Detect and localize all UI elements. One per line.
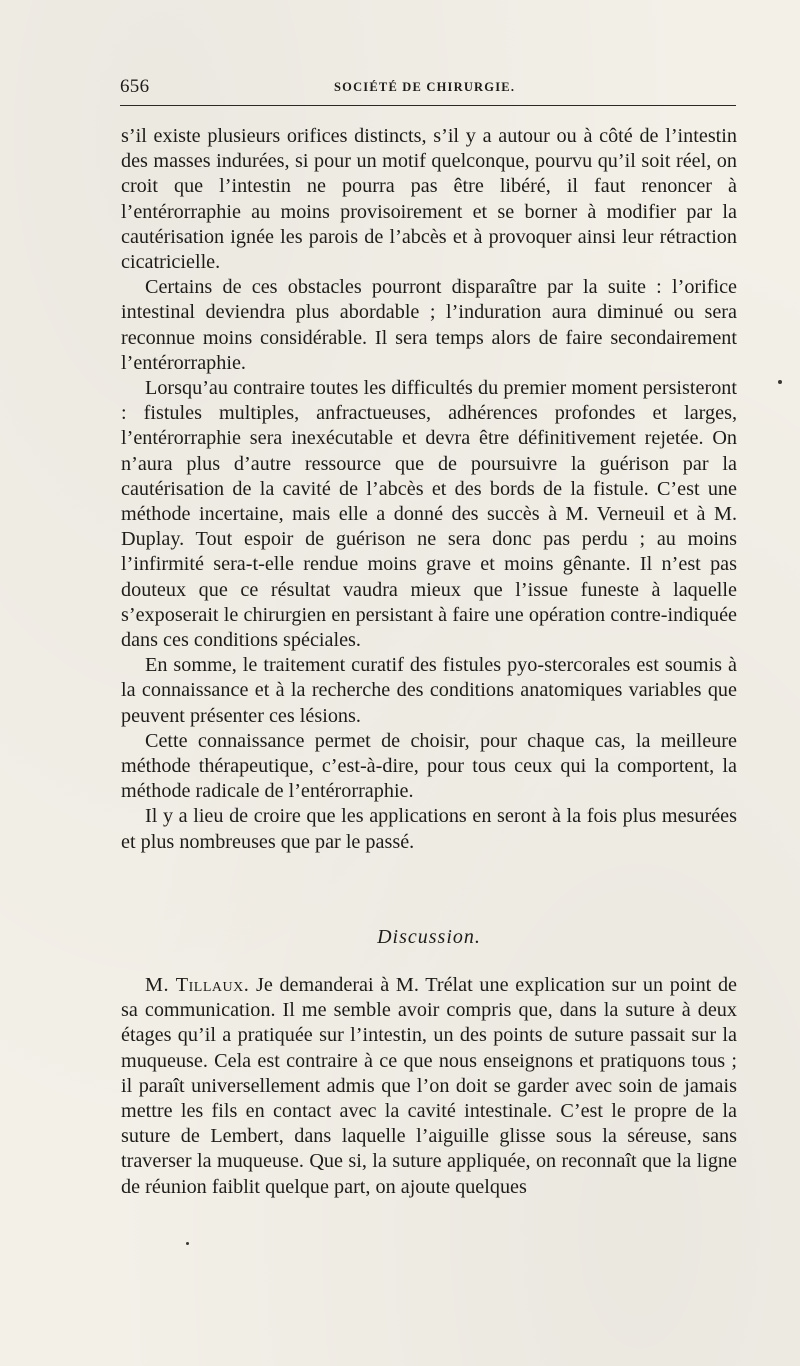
discussion-body: Je demanderai à M. Trélat une explication sur un point de sa communication. Il me semble avoir compris que, dans la suture à deux étages qu’il a pratiquée sur l’intestin, un des points de suture passait sur la muqueuse. Cela est contraire à ce que nous enseignons et pratiquons tous ; il paraît universellement admis que l’on doit se garder avec soin de jamais mettre les fils en contact avec la cavité intestinale. C’est le propre de la suture de Lembert, dans laquelle l’aiguille glisse sous la séreuse, sans traverser la muqueuse. Que si, la suture appliquée, on reconnaît que la ligne de réunion faiblit quelque part, on ajoute quelques <box>121 974 738 1198</box>
ink-speck <box>778 380 782 384</box>
discussion-paragraph <box>121 973 737 1200</box>
header-rule <box>120 105 736 106</box>
paragraph: En somme, le traitement curatif des fistules pyo-stercorales est soumis à la connaissance et à la recherche des conditions anatomiques variables que peuvent présenter ces lésions. <box>121 654 737 727</box>
speaker-name: M. Tillaux. <box>145 974 250 996</box>
paragraph: s’il existe plusieurs orifices distincts, s’il y a autour ou à côté de l’intestin des masses indurées, si pour un motif quelconque, pourvu qu’il soit réel, on croit que l’intestin ne pourra pas être libéré, il faut renoncer à l’entérorraphie au moins provisoirement et se borner à modifier par la cautérisation ignée les parois de l’abcès et à provoquer ainsi leur rétraction cicatricielle. <box>121 125 737 274</box>
ink-speck <box>186 1242 189 1245</box>
page-header <box>120 76 736 100</box>
discussion-text <box>121 973 737 1200</box>
paragraph: Il y a lieu de croire que les applications en seront à la fois plus mesurées et plus nombreuses que par le passé. <box>121 805 737 853</box>
running-head: SOCIÉTÉ DE CHIRURGIE. <box>334 80 516 94</box>
paragraph: Cette connaissance permet de choisir, pour chaque cas, la meilleure méthode thérapeutique, c’est-à-dire, pour tous ceux qui la comportent, la méthode radicale de l’entérorraphie. <box>121 729 737 803</box>
main-text <box>121 124 737 855</box>
paragraph: Certains de ces obstacles pourront disparaître par la suite : l’orifice intestinal deviendra plus abordable ; l’induration aura diminué ou sera reconnue moins considérable. Il sera temps alors de faire secondairement l’entérorraphie. <box>121 276 737 374</box>
paragraph: Lorsqu’au contraire toutes les difficultés du premier moment persisteront : fistules multiples, anfractueuses, adhérences profondes et larges, l’entérorraphie sera inexécutable et devra être définitivement rejetée. On n’aura plus d’autre ressource que de poursuivre la guérison par la cautérisation de la cavité de l’abcès et des bords de la fistule. C’est une méthode incertaine, mais elle a donné des succès à M. Verneuil et à M. Duplay. Tout espoir de guérison ne sera donc pas perdu ; au moins l’infirmité sera-t-elle rendue moins grave et moins gênante. Il n’est pas douteux que ce résultat vaudra mieux que l’issue funeste à laquelle s’exposerait le chirurgien en persistant à faire une opération contre-indiquée dans ces conditions spéciales. <box>121 377 737 652</box>
section-title: Discussion. <box>377 926 481 948</box>
page-number: 656 <box>120 76 150 97</box>
